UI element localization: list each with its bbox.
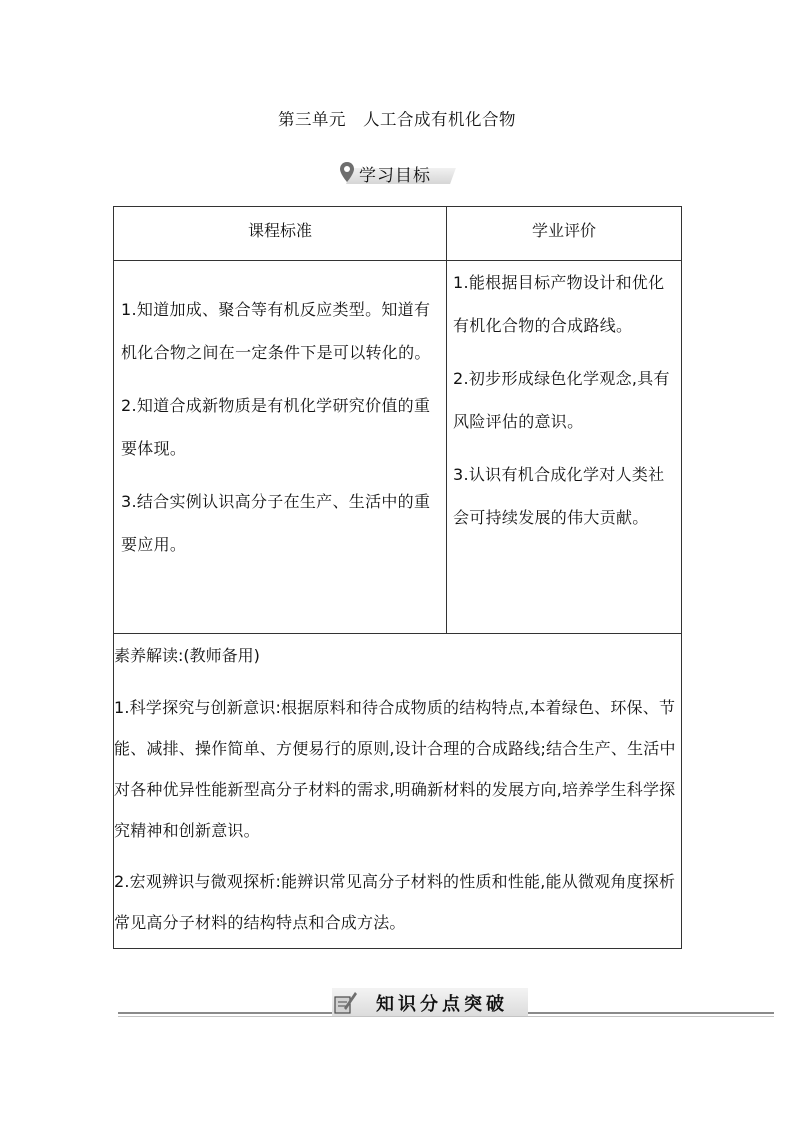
evaluation-item: 1.能根据目标产物设计和优化有机化合物的合成路线。 bbox=[453, 273, 665, 335]
evaluation-item: 2.初步形成绿色化学观念,具有风险评估的意识。 bbox=[453, 369, 670, 431]
literacy-paragraph: 2.宏观辨识与微观探析:能辨识常见高分子材料的性质和性能,能从微观角度探析常见高分子材料的结构特点和合成方法。 bbox=[114, 872, 676, 932]
header-curriculum-standards: 课程标准 bbox=[114, 207, 447, 261]
standard-item: 2.知道合成新物质是有机化学研究价值的重要体现。 bbox=[121, 396, 431, 458]
academic-evaluation-cell bbox=[447, 261, 682, 634]
curriculum-standards-cell bbox=[114, 261, 447, 634]
literacy-heading: 素养解读:(教师备用) bbox=[114, 646, 260, 665]
standard-item: 1.知道加成、聚合等有机反应类型。知道有机化合物之间在一定条件下是可以转化的。 bbox=[121, 300, 431, 362]
location-pin-icon bbox=[339, 161, 355, 183]
learning-goals-banner bbox=[339, 160, 454, 186]
literacy-cell bbox=[114, 634, 682, 949]
header-academic-evaluation: 学业评价 bbox=[447, 207, 682, 261]
evaluation-item: 3.认识有机合成化学对人类社会可持续发展的伟大贡献。 bbox=[453, 465, 665, 527]
learning-goals-table bbox=[113, 206, 682, 949]
standard-item: 3.结合实例认识高分子在生产、生活中的重要应用。 bbox=[121, 492, 431, 554]
literacy-paragraph: 1.科学探究与创新意识:根据原料和待合成物质的结构特点,本着绿色、环保、节能、减排、操作简单、方便易行的原则,设计合理的合成路线;结合生产、生活中对各种优异性能新型高分子材料的需求,明确新材料的发展方向,培养学生科学探究精神和创新意识。 bbox=[114, 698, 676, 840]
pen-notebook-icon bbox=[332, 988, 358, 1016]
page-title: 第三单元 人工合成有机化合物 bbox=[278, 110, 516, 129]
knowledge-points-banner bbox=[118, 988, 774, 1022]
learning-goals-title: 学习目标 bbox=[359, 166, 431, 186]
knowledge-points-title: 知识分点突破 bbox=[376, 994, 508, 1015]
